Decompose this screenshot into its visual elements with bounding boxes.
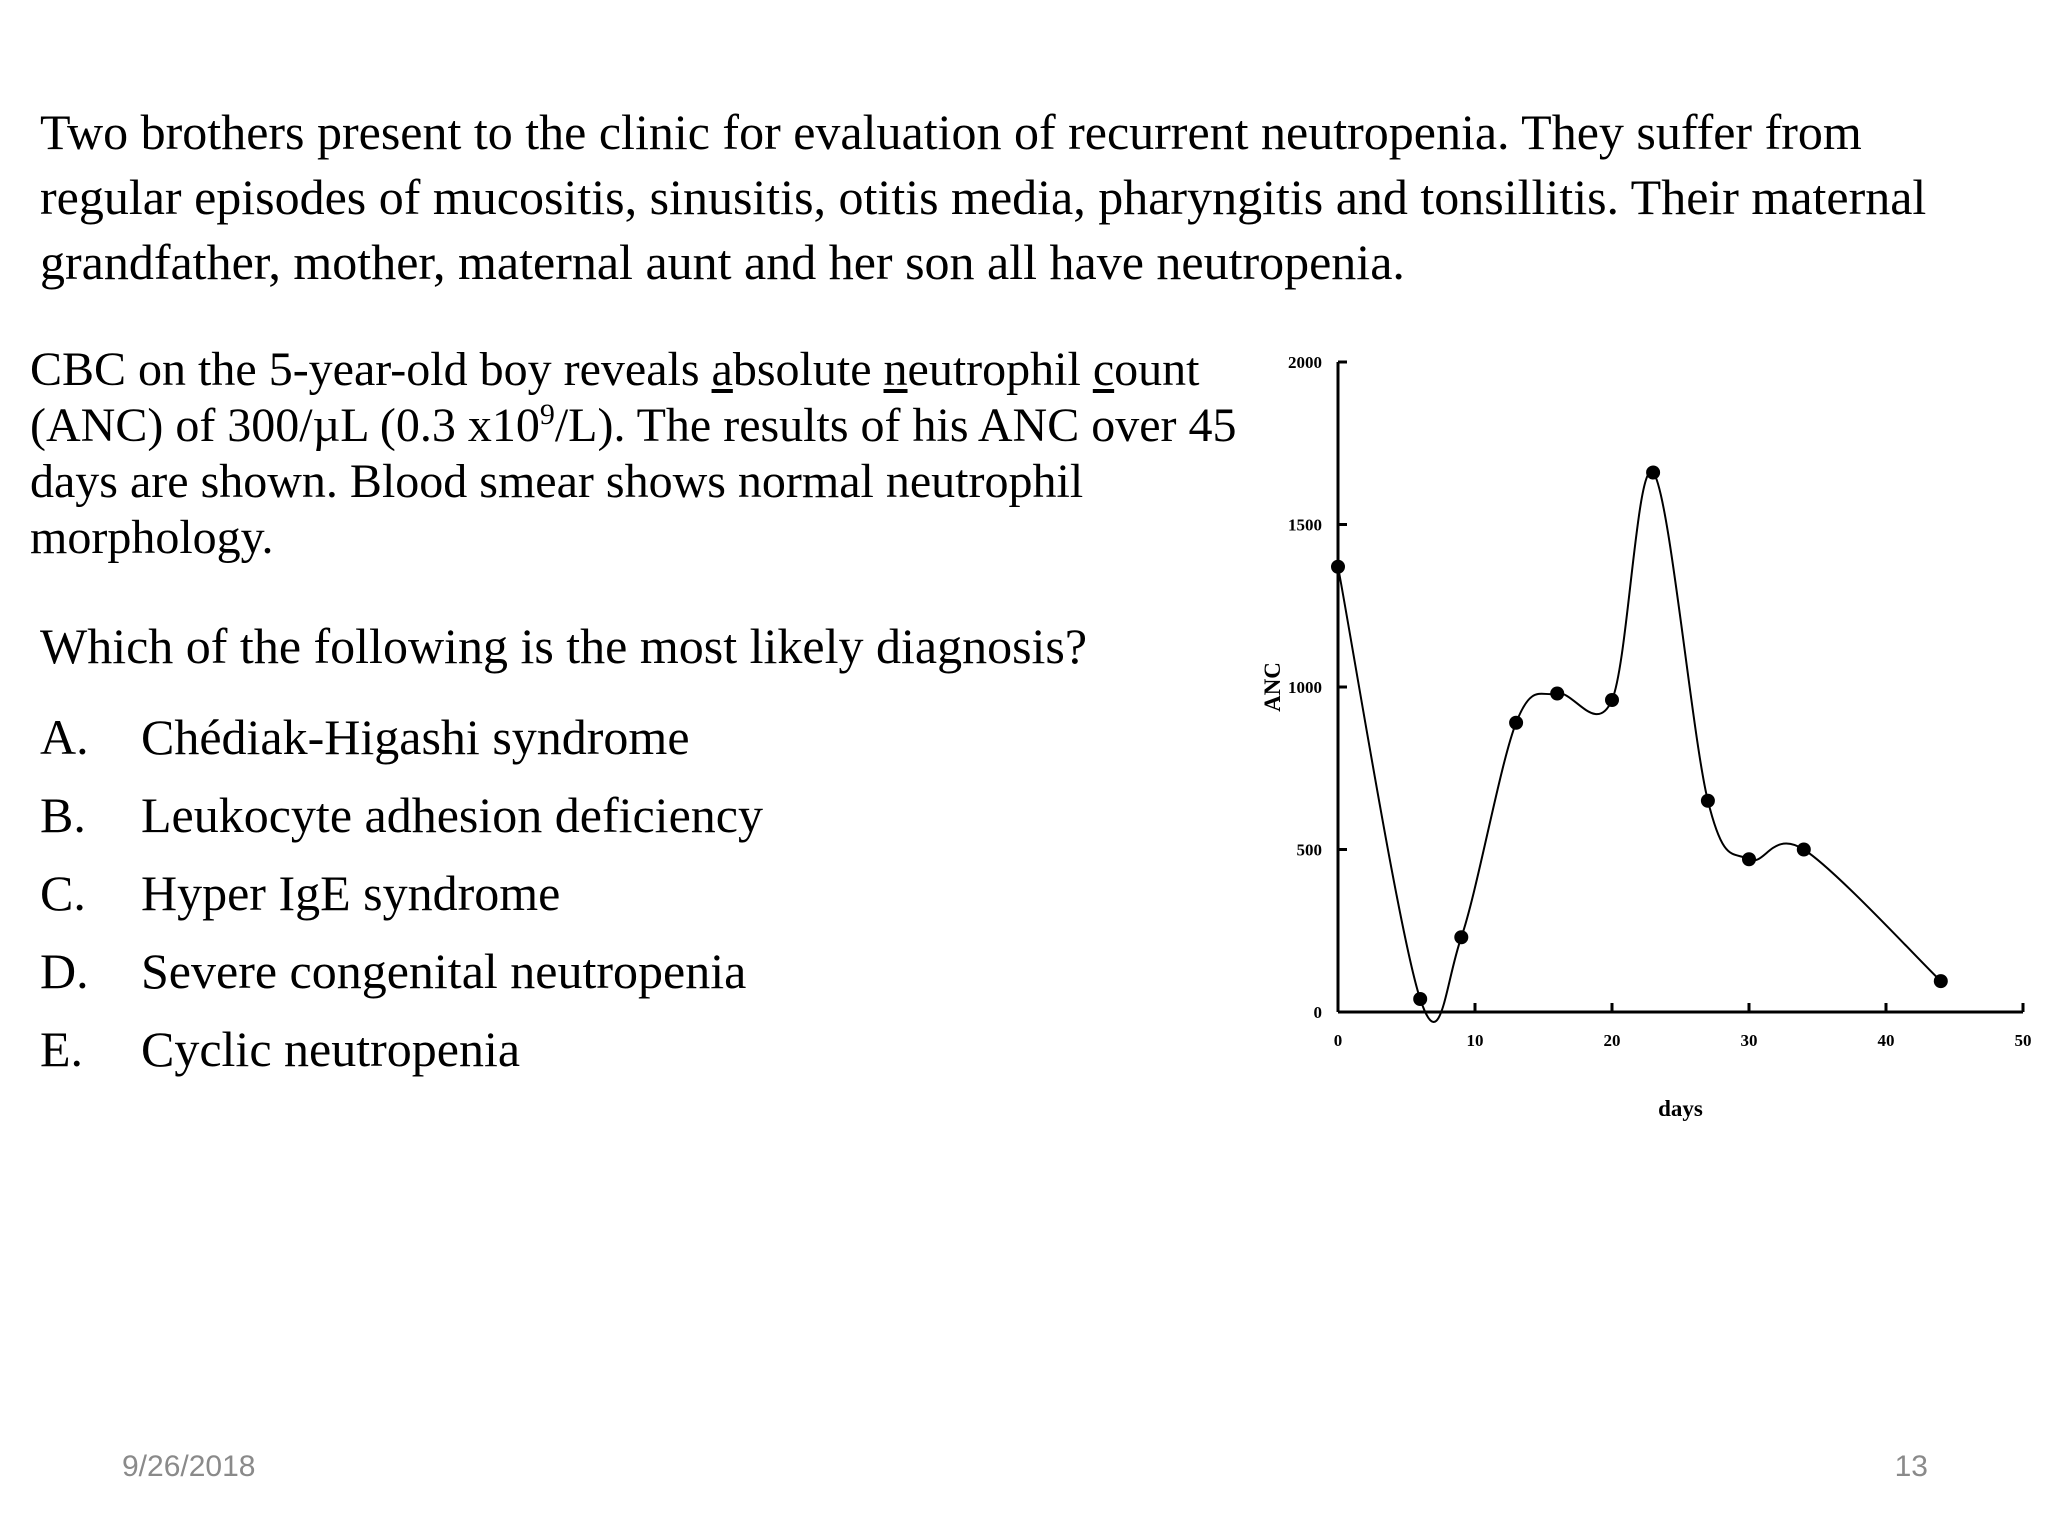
data-point bbox=[1331, 560, 1345, 574]
chart-plot-area bbox=[1260, 353, 2032, 1121]
x-tick-label: 30 bbox=[1740, 1031, 1758, 1050]
data-point bbox=[1509, 716, 1523, 730]
x-axis-label: days bbox=[1658, 1096, 1703, 1121]
option-b bbox=[40, 783, 1140, 861]
data-point bbox=[1605, 693, 1619, 707]
x-tick-label: 50 bbox=[2014, 1031, 2032, 1050]
cbc-superscript: 9 bbox=[539, 398, 555, 431]
cbc-text: eutrophil bbox=[907, 343, 1093, 396]
x-tick-label: 0 bbox=[1333, 1031, 1343, 1050]
option-d bbox=[40, 939, 1140, 1017]
option-text: Severe congenital neutropenia bbox=[141, 943, 747, 999]
slide-number: 13 bbox=[1894, 1450, 1928, 1483]
y-tick-label: 0 bbox=[1313, 1003, 1322, 1022]
data-point bbox=[1797, 843, 1811, 857]
data-point bbox=[1646, 466, 1660, 480]
y-axis-label: ANC bbox=[1260, 662, 1285, 712]
cbc-underlined-a: a bbox=[711, 343, 733, 396]
option-letter: B. bbox=[40, 787, 86, 843]
option-text: Leukocyte adhesion deficiency bbox=[141, 787, 763, 843]
data-point bbox=[1701, 794, 1715, 808]
data-point bbox=[1550, 687, 1564, 701]
question-text: Which of the following is the most likely diagnosis? bbox=[40, 618, 1088, 674]
y-tick-label: 1500 bbox=[1288, 515, 1322, 535]
x-tick-label: 40 bbox=[1877, 1031, 1895, 1050]
x-tick-label: 20 bbox=[1603, 1031, 1621, 1050]
y-tick-label: 500 bbox=[1296, 840, 1322, 860]
option-c bbox=[40, 861, 1140, 939]
option-letter: A. bbox=[40, 709, 89, 765]
cbc-underlined-c: c bbox=[1092, 343, 1115, 396]
cbc-text: ount (ANC) of 300/µL (0.3 x10 bbox=[30, 343, 1200, 452]
option-letter: C. bbox=[40, 865, 86, 921]
y-tick-label: 1000 bbox=[1288, 678, 1322, 697]
option-e bbox=[40, 1017, 1140, 1095]
cbc-text: CBC on the 5-year-old boy reveals bbox=[30, 343, 712, 396]
data-point bbox=[1934, 974, 1948, 988]
case-intro: Two brothers present to the clinic for evaluation of recurrent neutropenia. They suffer from regular episodes of mucositis, sinusitis, otitis media, pharyngitis and tonsillitis. Their maternal grandfather, mother, maternal aunt and her son all have neutropenia. bbox=[40, 104, 1927, 290]
footer-date: 9/26/2018 bbox=[122, 1450, 256, 1483]
option-a bbox=[40, 705, 1140, 783]
x-tick-label: 10 bbox=[1466, 1031, 1484, 1050]
data-point bbox=[1454, 930, 1468, 944]
data-point bbox=[1413, 992, 1427, 1006]
option-text: Chédiak-Higashi syndrome bbox=[141, 709, 690, 765]
option-letter: E. bbox=[40, 1021, 84, 1077]
cbc-text: bsolute bbox=[732, 343, 884, 396]
cbc-text: /L). The results of his ANC over 45 days are shown. Blood smear shows normal neutrophil morphology. bbox=[30, 399, 1237, 564]
option-text: Hyper IgE syndrome bbox=[141, 865, 561, 921]
option-letter: D. bbox=[40, 943, 89, 999]
option-text: Cyclic neutropenia bbox=[141, 1021, 521, 1077]
data-point bbox=[1742, 852, 1756, 866]
y-tick-label: 2000 bbox=[1288, 353, 1322, 372]
anc-line-chart bbox=[1200, 330, 2048, 1150]
answer-options bbox=[40, 705, 1140, 1095]
cbc-underlined-n: n bbox=[883, 343, 908, 396]
cbc-description bbox=[30, 342, 1260, 566]
series-line bbox=[1338, 472, 1941, 1022]
